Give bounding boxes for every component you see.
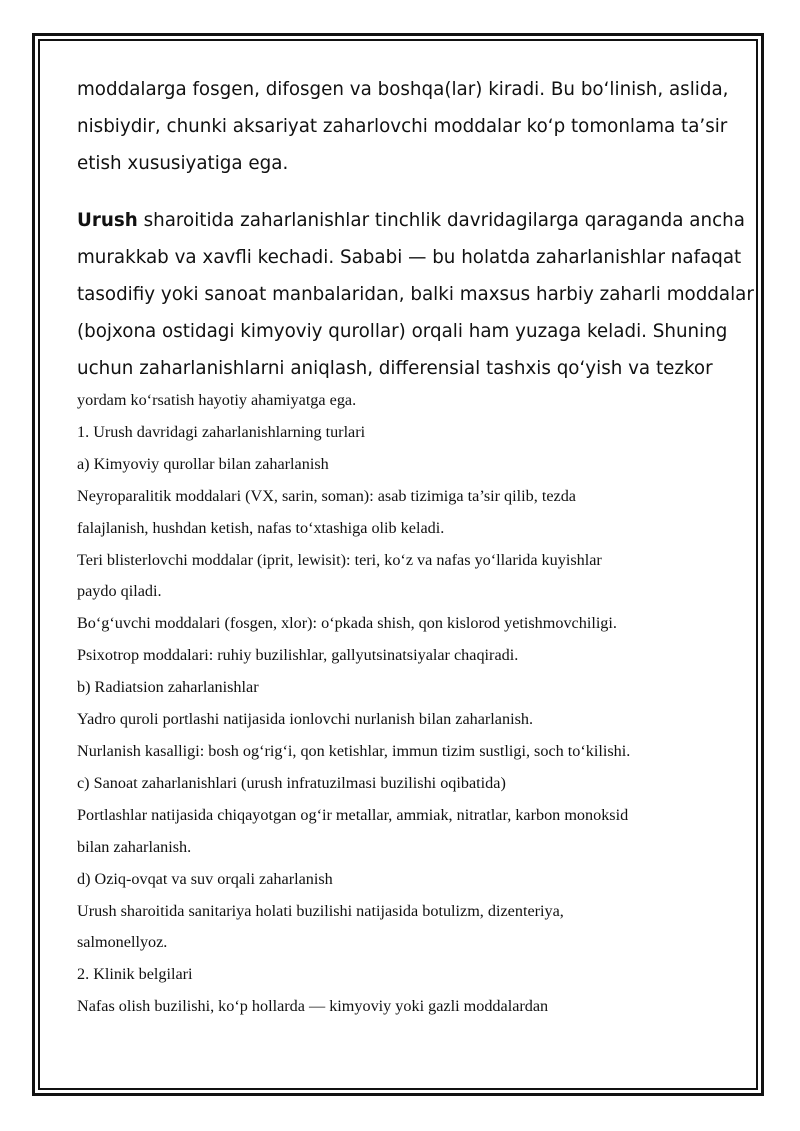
list-section [77,385,737,1023]
section-heading: 2. Klinik belgilari [77,965,193,984]
bold-keyword: Urush [77,210,138,231]
text-line: uchun zaharlanishlarni aniqlash, differensial tashxis qo‘yish va tezkor [77,358,713,379]
text-line: Psixotrop moddalari: ruhiy buzilishlar, gallyutsinatsiyalar chaqiradi. [77,646,519,665]
text-line: salmonellyoz. [77,933,168,952]
document-body [77,71,754,1023]
text-line: Yadro quroli portlashi natijasida ionlovchi nurlanish bilan zaharlanish. [77,710,534,729]
text-line: paydo qiladi. [77,582,162,601]
text-line: tasodifiy yoki sanoat manbalaridan, balki maxsus harbiy zaharli moddalar [77,284,754,305]
text-line [77,202,745,239]
text-line: moddalarga fosgen, difosgen va boshqa(lar) kiradi. Bu bo‘linish, aslida, [77,79,729,100]
text-line: Urush sharoitida sanitariya holati buzilishi natijasida botulizm, dizenteriya, [77,901,564,920]
text-fragment: sharoitida zaharlanishlar tinchlik davridagilarga qaraganda ancha [137,210,745,231]
text-line: Portlashlar natijasida chiqayotgan og‘ir metallar, ammiak, nitratlar, karbon monoksid [77,805,629,824]
text-line: (bojxona ostidagi kimyoviy qurollar) orqali ham yuzaga keladi. Shuning [77,321,728,342]
subsection-heading: b) Radiatsion zaharlanishlar [77,678,259,697]
text-line: Nafas olish buzilishi, ko‘p hollarda — kimyoviy yoki gazli moddalardan [77,997,549,1016]
text-line: Neyroparalitik moddalari (VX, sarin, soman): asab tizimiga ta’sir qilib, tezda [77,486,576,505]
text-line: yordam ko‘rsatish hayotiy ahamiyatga ega. [77,391,357,409]
section-heading: 1. Urush davridagi zaharlanishlarning turlari [77,422,366,441]
paragraph-1 [77,71,737,182]
text-line: etish xususiyatiga ega. [77,153,289,174]
text-line: bilan zaharlanish. [77,837,192,856]
text-line: falajlanish, hushdan ketish, nafas to‘xtashiga olib keladi. [77,518,445,537]
text-line: nisbiydir, chunki aksariyat zaharlovchi moddalar ko‘p tomonlama ta’sir [77,116,728,137]
text-line: Bo‘g‘uvchi moddalari (fosgen, xlor): o‘pkada shish, qon kislorod yetishmovchiligi. [77,614,617,633]
subsection-heading: d) Oziq-ovqat va suv orqali zaharlanish [77,869,333,888]
text-line: Teri blisterlovchi moddalar (iprit, lewisit): teri, ko‘z va nafas yo‘llarida kuyishlar [77,550,602,569]
text-line: murakkab va xavfli kechadi. Sababi — bu holatda zaharlanishlar nafaqat [77,247,742,268]
text-line: Nurlanish kasalligi: bosh og‘rig‘i, qon ketishlar, immun tizim sustligi, soch to‘kilishi. [77,741,631,760]
paragraph-2 [77,202,754,387]
subsection-heading: c) Sanoat zaharlanishlari (urush infratuzilmasi buzilishi oqibatida) [77,773,506,792]
subsection-heading: a) Kimyoviy qurollar bilan zaharlanish [77,454,329,473]
